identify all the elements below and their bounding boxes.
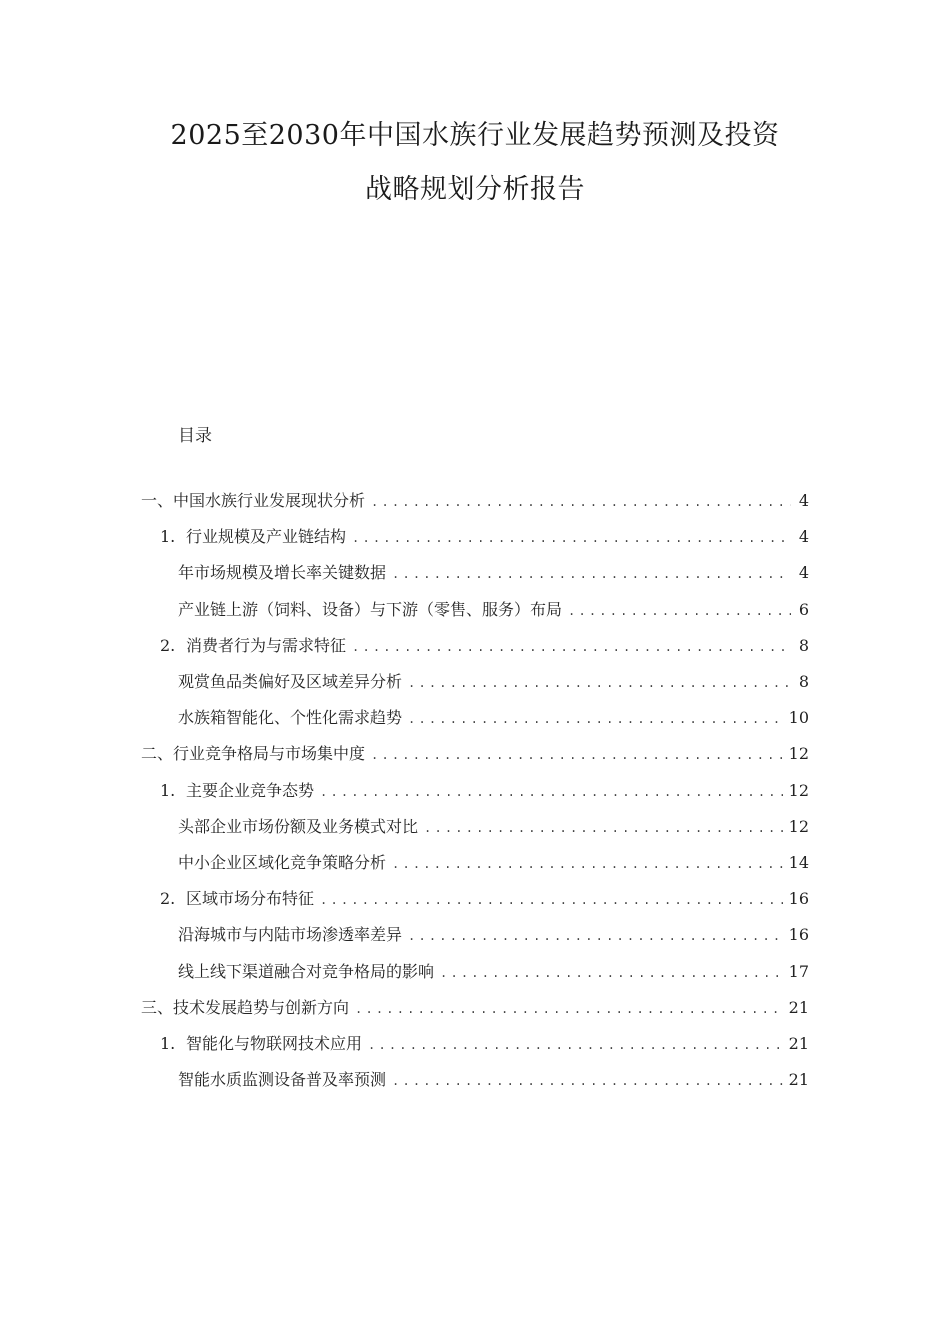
toc-entry[interactable]: [141, 995, 809, 1027]
document-title-line-1: 2025至2030年中国水族行业发展趋势预测及投资: [170, 120, 780, 151]
toc-dot-leader: [408, 712, 783, 726]
toc-entry[interactable]: [160, 886, 809, 918]
toc-entry-label: 主要企业竞争态势: [186, 781, 315, 800]
toc-entry-page-number: 4: [798, 527, 809, 546]
toc-entry-page-number: 17: [788, 962, 809, 981]
toc-entry[interactable]: [178, 959, 809, 991]
toc-dot-leader: [320, 893, 783, 907]
toc-entry[interactable]: [178, 705, 809, 737]
toc-entry-page-number: 10: [788, 708, 809, 727]
toc-dot-leader: [424, 821, 783, 835]
toc-entry-number: 2.: [160, 889, 176, 908]
toc-entry[interactable]: [178, 669, 809, 701]
toc-dot-leader: [392, 857, 783, 871]
toc-entry-label: 年市场规模及增长率关键数据: [178, 563, 387, 582]
document-title-line-2: 战略规划分析报告: [365, 174, 585, 205]
toc-dot-leader: [352, 531, 791, 545]
toc-dot-leader: [371, 748, 783, 762]
toc-entry-page-number: 21: [788, 1070, 809, 1089]
toc-heading: 目录: [178, 426, 212, 446]
toc-dot-leader: [320, 785, 783, 799]
toc-entry[interactable]: [160, 1031, 809, 1063]
toc-entry-page-number: 21: [788, 998, 809, 1017]
toc-entry-page-number: 14: [788, 853, 809, 872]
toc-entry-number: 1.: [160, 527, 176, 546]
toc-dot-leader: [368, 1038, 783, 1052]
toc-entry-label: 消费者行为与需求特征: [186, 636, 347, 655]
toc-entry[interactable]: [160, 633, 809, 665]
toc-entry-number: 1.: [160, 1034, 176, 1053]
toc-entry-label: 线上线下渠道融合对竞争格局的影响: [178, 962, 435, 981]
toc-entry-page-number: 16: [788, 889, 809, 908]
toc-dot-leader: [392, 567, 791, 581]
toc-dot-leader: [440, 966, 783, 980]
toc-entry-label: 三、技术发展趋势与创新方向: [141, 998, 350, 1017]
toc-entry-label: 一、中国水族行业发展现状分析: [141, 491, 366, 510]
toc-entry-label: 产业链上游（饲料、设备）与下游（零售、服务）布局: [178, 600, 563, 619]
toc-entry-page-number: 4: [798, 491, 809, 510]
toc-entry-page-number: 12: [788, 781, 809, 800]
toc-entry-label: 区域市场分布特征: [186, 889, 315, 908]
toc-entry-page-number: 6: [798, 600, 809, 619]
toc-dot-leader: [408, 929, 783, 943]
toc-entry[interactable]: [141, 488, 809, 520]
toc-entry[interactable]: [160, 524, 809, 556]
toc-entry-label: 水族箱智能化、个性化需求趋势: [178, 708, 403, 727]
toc-dot-leader: [392, 1074, 783, 1088]
toc-entry[interactable]: [141, 741, 809, 773]
toc-dot-leader: [371, 495, 791, 509]
toc-dot-leader: [352, 640, 791, 654]
toc-entry-label: 观赏鱼品类偏好及区域差异分析: [178, 672, 403, 691]
toc-dot-leader: [408, 676, 791, 690]
toc-entry[interactable]: [178, 1067, 809, 1099]
toc-entry[interactable]: [178, 560, 809, 592]
toc-entry-label: 行业规模及产业链结构: [186, 527, 347, 546]
toc-entry-page-number: 12: [788, 744, 809, 763]
toc-entry-page-number: 21: [788, 1034, 809, 1053]
toc-entry[interactable]: [178, 922, 809, 954]
toc-entry-label: 智能化与物联网技术应用: [186, 1034, 363, 1053]
toc-entry-label: 智能水质监测设备普及率预测: [178, 1070, 387, 1089]
toc-entry[interactable]: [178, 814, 809, 846]
toc-dot-leader: [355, 1002, 783, 1016]
toc-entry-label: 二、行业竞争格局与市场集中度: [141, 744, 366, 763]
toc-entry-number: 1.: [160, 781, 176, 800]
toc-entry-label: 沿海城市与内陆市场渗透率差异: [178, 925, 403, 944]
toc-entry-page-number: 4: [798, 563, 809, 582]
toc-entry[interactable]: [178, 850, 809, 882]
toc-dot-leader: [568, 604, 791, 618]
toc-entry-label: 中小企业区域化竞争策略分析: [178, 853, 387, 872]
toc-entry[interactable]: [160, 778, 809, 810]
toc-entry[interactable]: [178, 597, 809, 629]
toc-entry-label: 头部企业市场份额及业务模式对比: [178, 817, 419, 836]
toc-entry-page-number: 8: [798, 672, 809, 691]
toc-entry-page-number: 16: [788, 925, 809, 944]
toc-entry-number: 2.: [160, 636, 176, 655]
toc-entry-page-number: 12: [788, 817, 809, 836]
toc-entry-page-number: 8: [798, 636, 809, 655]
